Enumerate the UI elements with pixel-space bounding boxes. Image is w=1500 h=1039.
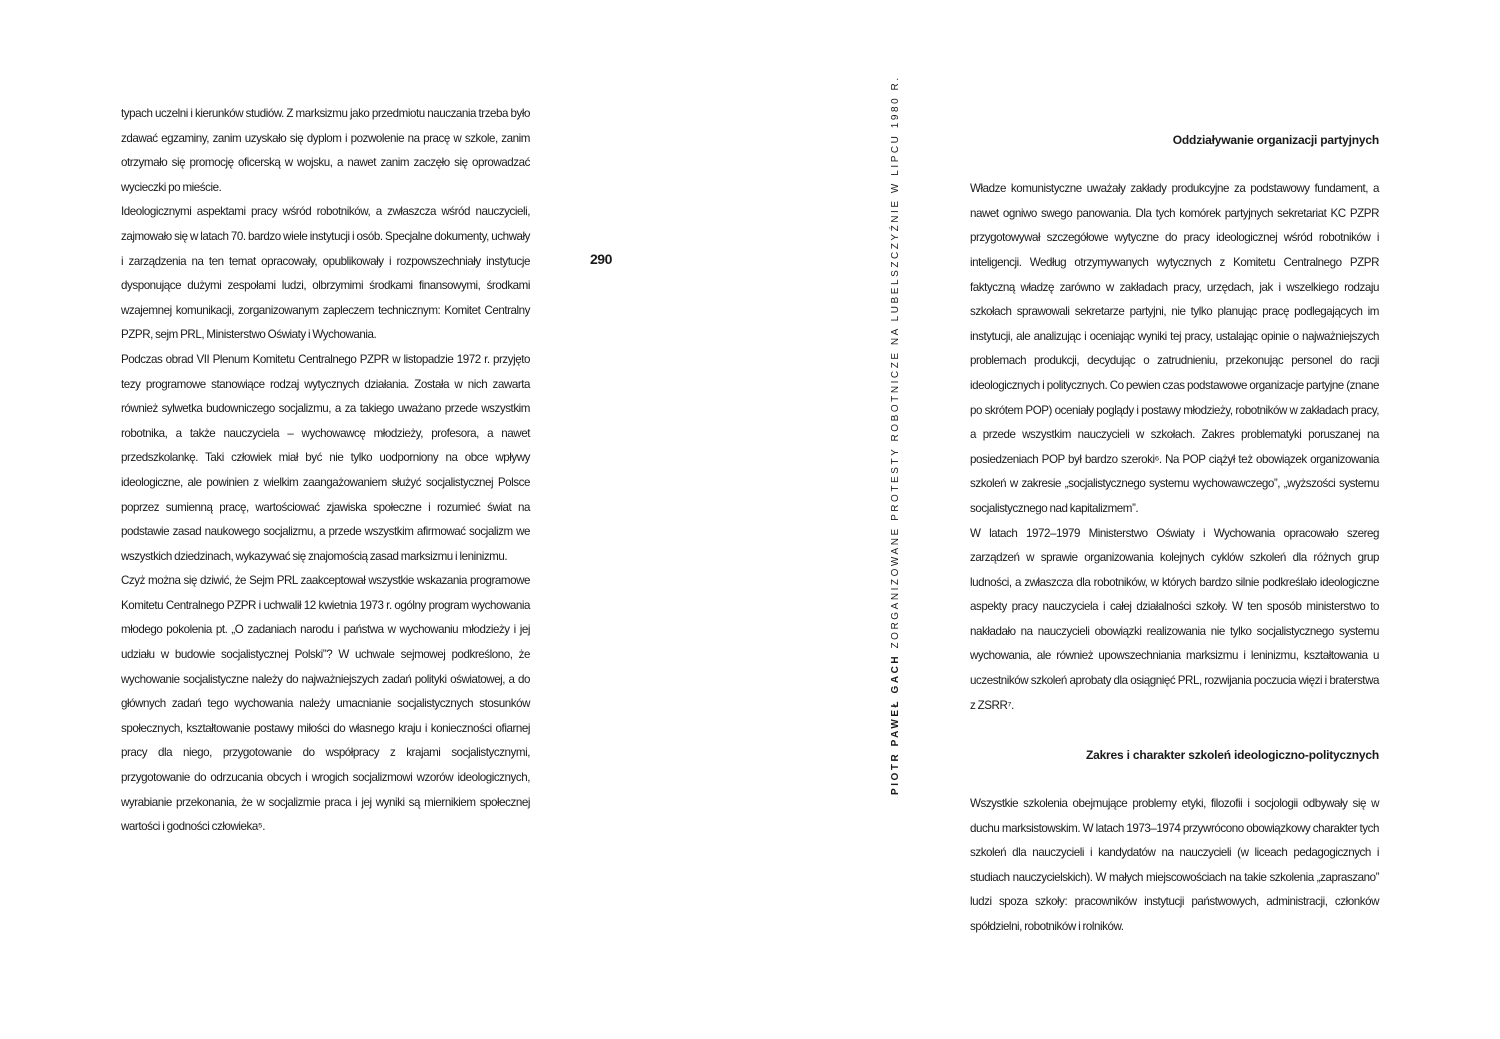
paragraph: Podczas obrad VII Plenum Komitetu Centralnego PZPR w listopadzie 1972 r. przyjęto tezy programowe stanowiące rodzaj wytycznych działania. Została w nich zawarta również sylwetka budowniczego socjalizmu, a za takiego uważano przede wszystkim robotnika, a także nauczyciela – wychowawcę młodzieży, profesora, a nawet przedszkolankę. Taki człowiek miał być nie tylko uodporniony na obce wpływy ideologiczne, ale powinien z wielkim zaangażowaniem służyć socjalistycznej Polsce poprzez sumienną pracę, wartościować zjawiska społeczne i rozumieć świat na podstawie zasad naukowego socjalizmu, a przede wszystkim afirmować socjalizm we wszystkich dziedzinach, wykazywać się znajomością zasad marksizmu i leninizmu. bbox=[121, 352, 530, 563]
running-head-author: PIOTR PAWEŁ GACH bbox=[890, 653, 901, 795]
page-number: 290 bbox=[590, 251, 612, 267]
paragraph: W latach 1972–1979 Ministerstwo Oświaty i Wychowania opracowało szereg zarządzeń w sprawie organizowania kolejnych cyklów szkoleń dla różnych grup ludności, a zwłaszcza dla robotników, w których bardzo silnie podkreślało ideologiczne aspekty pracy nauczyciela i całej działalności szkoły. W ten sposób ministerstwo to nakładało na nauczycieli obowiązki realizowania nie tylko socjalistycznego systemu wychowania, ale również upowszechniania marksizmu i leninizmu, kształtowania u uczestników szkoleń aprobaty dla osiągnięć PRL, rozwijania poczucia więzi i braterstwa z ZSRR⁷. bbox=[970, 526, 1379, 712]
running-head-title: ZORGANIZOWANE PROTESTY ROBOTNICZE NA LUBELSZCZYŹNIE W LIPCU 1980 R. bbox=[890, 75, 901, 649]
section-heading: Zakres i charakter szkoleń ideologiczno-politycznych bbox=[1085, 747, 1379, 762]
running-head bbox=[890, 75, 901, 795]
right-page bbox=[750, 0, 1500, 1039]
paragraph: Czyż można się dziwić, że Sejm PRL zaakceptował wszystkie wskazania programowe Komitetu Centralnego PZPR i uchwalił 12 kwietnia 1973 r. ogólny program wychowania młodego pokolenia pt. „O zadaniach narodu i państwa w wychowaniu młodzieży i jej udziału w budowie socjalistycznej Polski”? W uchwale sejmowej podkreślono, że wychowanie socjalistyczne należy do najważniejszych zadań polityki oświatowej, a do głównych zadań tego wychowania należy umacnianie socjalistycznych stosunków społecznych, kształtowanie postawy miłości do własnego kraju i konieczności ofiarnej pracy dla niego, przygotowanie do współpracy z krajami socjalistycznymi, przygotowanie do odrzucania obcych i wrogich socjalizmowi wzorów ideologicznych, wyrabianie przekonania, że w socjalizmie praca i jej wyniki są miernikiem społecznej wartości i godności człowieka⁵. bbox=[121, 574, 530, 834]
left-text-column bbox=[121, 102, 530, 840]
paragraph: Ideologicznymi aspektami pracy wśród robotników, a zwłaszcza wśród nauczycieli, zajmowało się w latach 70. bardzo wiele instytucji i osób. Specjalne dokumenty, uchwały i zarządzenia na ten temat opracowały, opublikowały i rozpowszechniały instytucje dysponujące dużymi zespołami ludzi, olbrzymimi środkami finansowymi, środkami wzajemnej komunikacji, zorganizowanym zapleczem technicznym: Komitet Centralny PZPR, sejm PRL, Ministerstwo Oświaty i Wychowania. bbox=[121, 205, 530, 342]
section-heading: Oddziaływanie organizacji partyjnych bbox=[1172, 133, 1379, 147]
paragraph: Władze komunistyczne uważały zakłady produkcyjne za podstawowy fundament, a nawet ogniwo swego panowania. Dla tych komórek partyjnych sekretariat KC PZPR przygotowywał szczegółowe wytyczne do pracy ideologicznej wśród robotników i inteligencji. Według otrzymywanych wytycznych z Komitetu Centralnego PZPR faktyczną władzę zarówno w zakładach pracy, urzędach, jak i wszelkiego rodzaju szkołach sprawowali sekretarze partyjni, nie tylko planując pracę podlegających im instytucji, ale analizując i oceniając wyniki tej pracy, ustalając opinie o najważniejszych problemach produkcji, decydując o zatrudnieniu, przekonując personel do racji ideologicznych i politycznych. Co pewien czas podstawowe organizacje partyjne (znane po skrótem POP) oceniały poglądy i postawy młodzieży, robotników w zakładach pracy, a przede wszystkim nauczycieli w szkołach. Zakres problematyki poruszanej na posiedzeniach POP był bardzo szeroki⁶. Na POP ciążył też obowiązek organizowania szkoleń w zakresie „socjalistycznego systemu wychowawczego”, „wyższości systemu socjalistycznego nad kapitalizmem”. bbox=[970, 182, 1379, 515]
paragraph: Wszystkie szkolenia obejmujące problemy etyki, filozofii i socjologii odbywały się w duchu marksistowskim. W latach 1973–1974 przywrócono obowiązkowy charakter tych szkoleń dla nauczycieli i kandydatów na nauczycieli (w liceach pedagogicznych i studiach nauczycielskich). W małych miejscowościach na takie szkolenia „zapraszano” ludzi spoza szkoły: pracowników instytucji państwowych, administracji, członków spółdzielni, robotników i rolników. bbox=[970, 797, 1379, 933]
right-text-column bbox=[970, 128, 1379, 940]
paragraph: typach uczelni i kierunków studiów. Z marksizmu jako przedmiotu nauczania trzeba było zdawać egzaminy, zanim uzyskało się dyplom i pozwolenie na pracę w szkole, zanim otrzymało się promocję oficerską w wojsku, a nawet zanim zaczęło się oprowadzać wycieczki po mieście. bbox=[121, 107, 530, 194]
